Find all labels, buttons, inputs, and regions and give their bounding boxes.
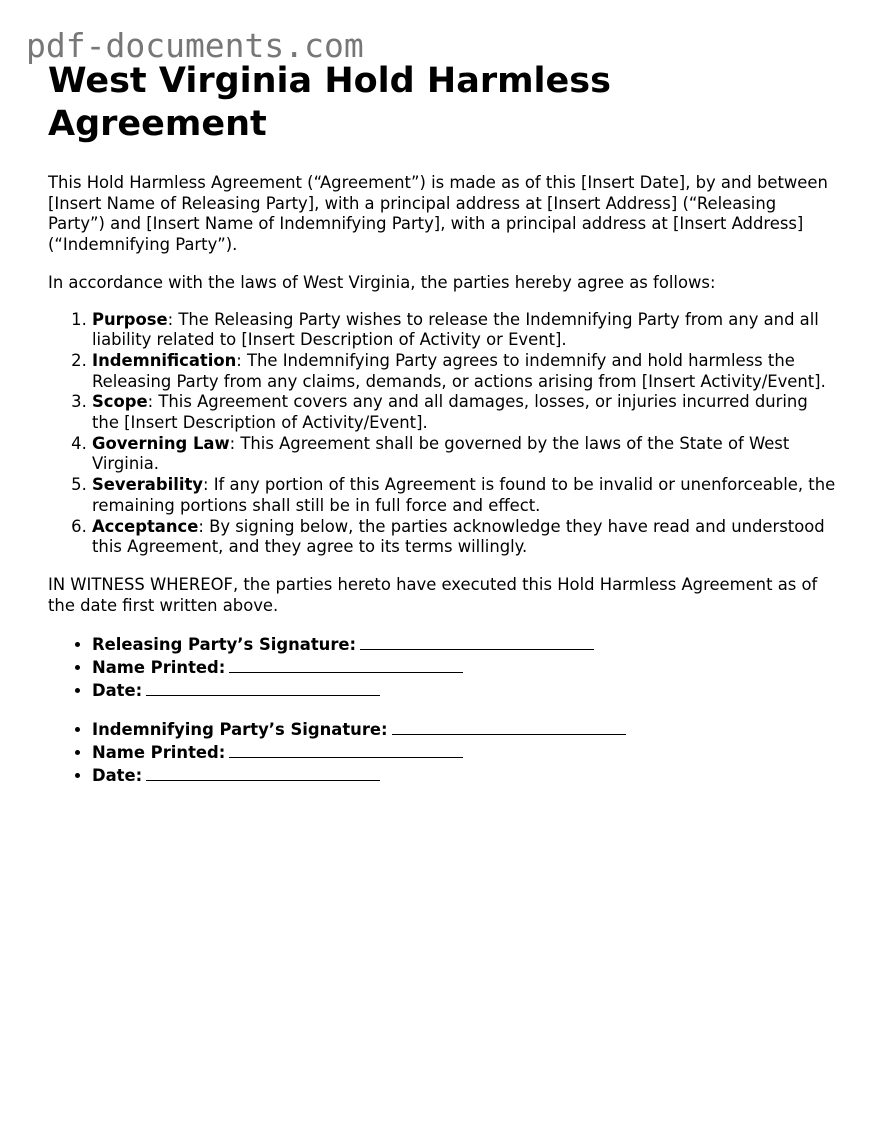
name-label: Name Printed: [92,743,226,763]
date-label: Date: [92,680,143,700]
clause-term: Severability [92,475,203,495]
clause-term: Scope [92,392,148,412]
releasing-signature-block [48,633,838,701]
name-line[interactable] [229,656,463,673]
clause-list [48,310,838,558]
releasing-name-row [92,656,838,679]
accordance-paragraph: In accordance with the laws of West Virginia, the parties hereby agree as follows: [48,272,716,292]
clause-item-indemnification [92,351,838,392]
clause-item-scope [92,392,838,433]
clause-text: : This Agreement covers any and all damages, losses, or injuries incurred during the [Insert Description of Activity/Event]. [92,392,808,433]
date-label: Date: [92,765,143,785]
clause-term: Governing Law [92,433,230,453]
clause-item-acceptance [92,517,838,558]
clause-item-purpose [92,310,838,351]
clause-term: Purpose [92,309,168,329]
name-label: Name Printed: [92,658,226,678]
indemnifying-name-row [92,741,838,764]
signature-line[interactable] [392,718,626,735]
signature-line[interactable] [360,633,594,650]
clause-text: : By signing below, the parties acknowledge they have read and understood this Agreement, and they agree to its terms willingly. [92,516,825,557]
clause-text: : The Indemnifying Party agrees to indemnify and hold harmless the Releasing Party from any claims, demands, or actions arising from [Insert Activity/Event]. [92,350,826,391]
signature-label: Indemnifying Party’s Signature: [92,720,388,740]
clause-term: Acceptance [92,516,199,536]
clause-term: Indemnification [92,350,237,370]
clause-item-severability [92,475,838,516]
witness-paragraph: IN WITNESS WHEREOF, the parties hereto have executed this Hold Harmless Agreement as of the date first written above. [48,574,818,615]
indemnifying-date-row [92,764,838,787]
date-line[interactable] [146,679,380,696]
clause-text: : The Releasing Party wishes to release the Indemnifying Party from any and all liability related to [Insert Description of Activity or Event]. [92,309,819,350]
releasing-date-row [92,679,838,702]
name-line[interactable] [229,741,463,758]
releasing-signature-row [92,633,838,656]
clause-text: : This Agreement shall be governed by the laws of the State of West Virginia. [92,433,790,474]
document-title: West Virginia Hold Harmless Agreement [48,61,611,144]
signature-label: Releasing Party’s Signature: [92,635,357,655]
date-line[interactable] [146,764,380,781]
intro-paragraph: This Hold Harmless Agreement (“Agreement”) is made as of this [Insert Date], by and between [Insert Name of Releasing Party], with a principal address at [Insert Address] (“Releasing Party”) and [Insert Name of Indemnifying Party], with a principal address at [Insert Address] (“Indemnifying Party”). [48,173,828,255]
document-page [48,60,838,787]
site-watermark: pdf-documents.com [26,26,364,65]
clause-text: : If any portion of this Agreement is found to be invalid or unenforceable, the remaining portions shall still be in full force and effect. [92,475,836,515]
clause-item-governing-law [92,434,838,475]
indemnifying-signature-row [92,718,838,741]
indemnifying-signature-block [48,718,838,786]
